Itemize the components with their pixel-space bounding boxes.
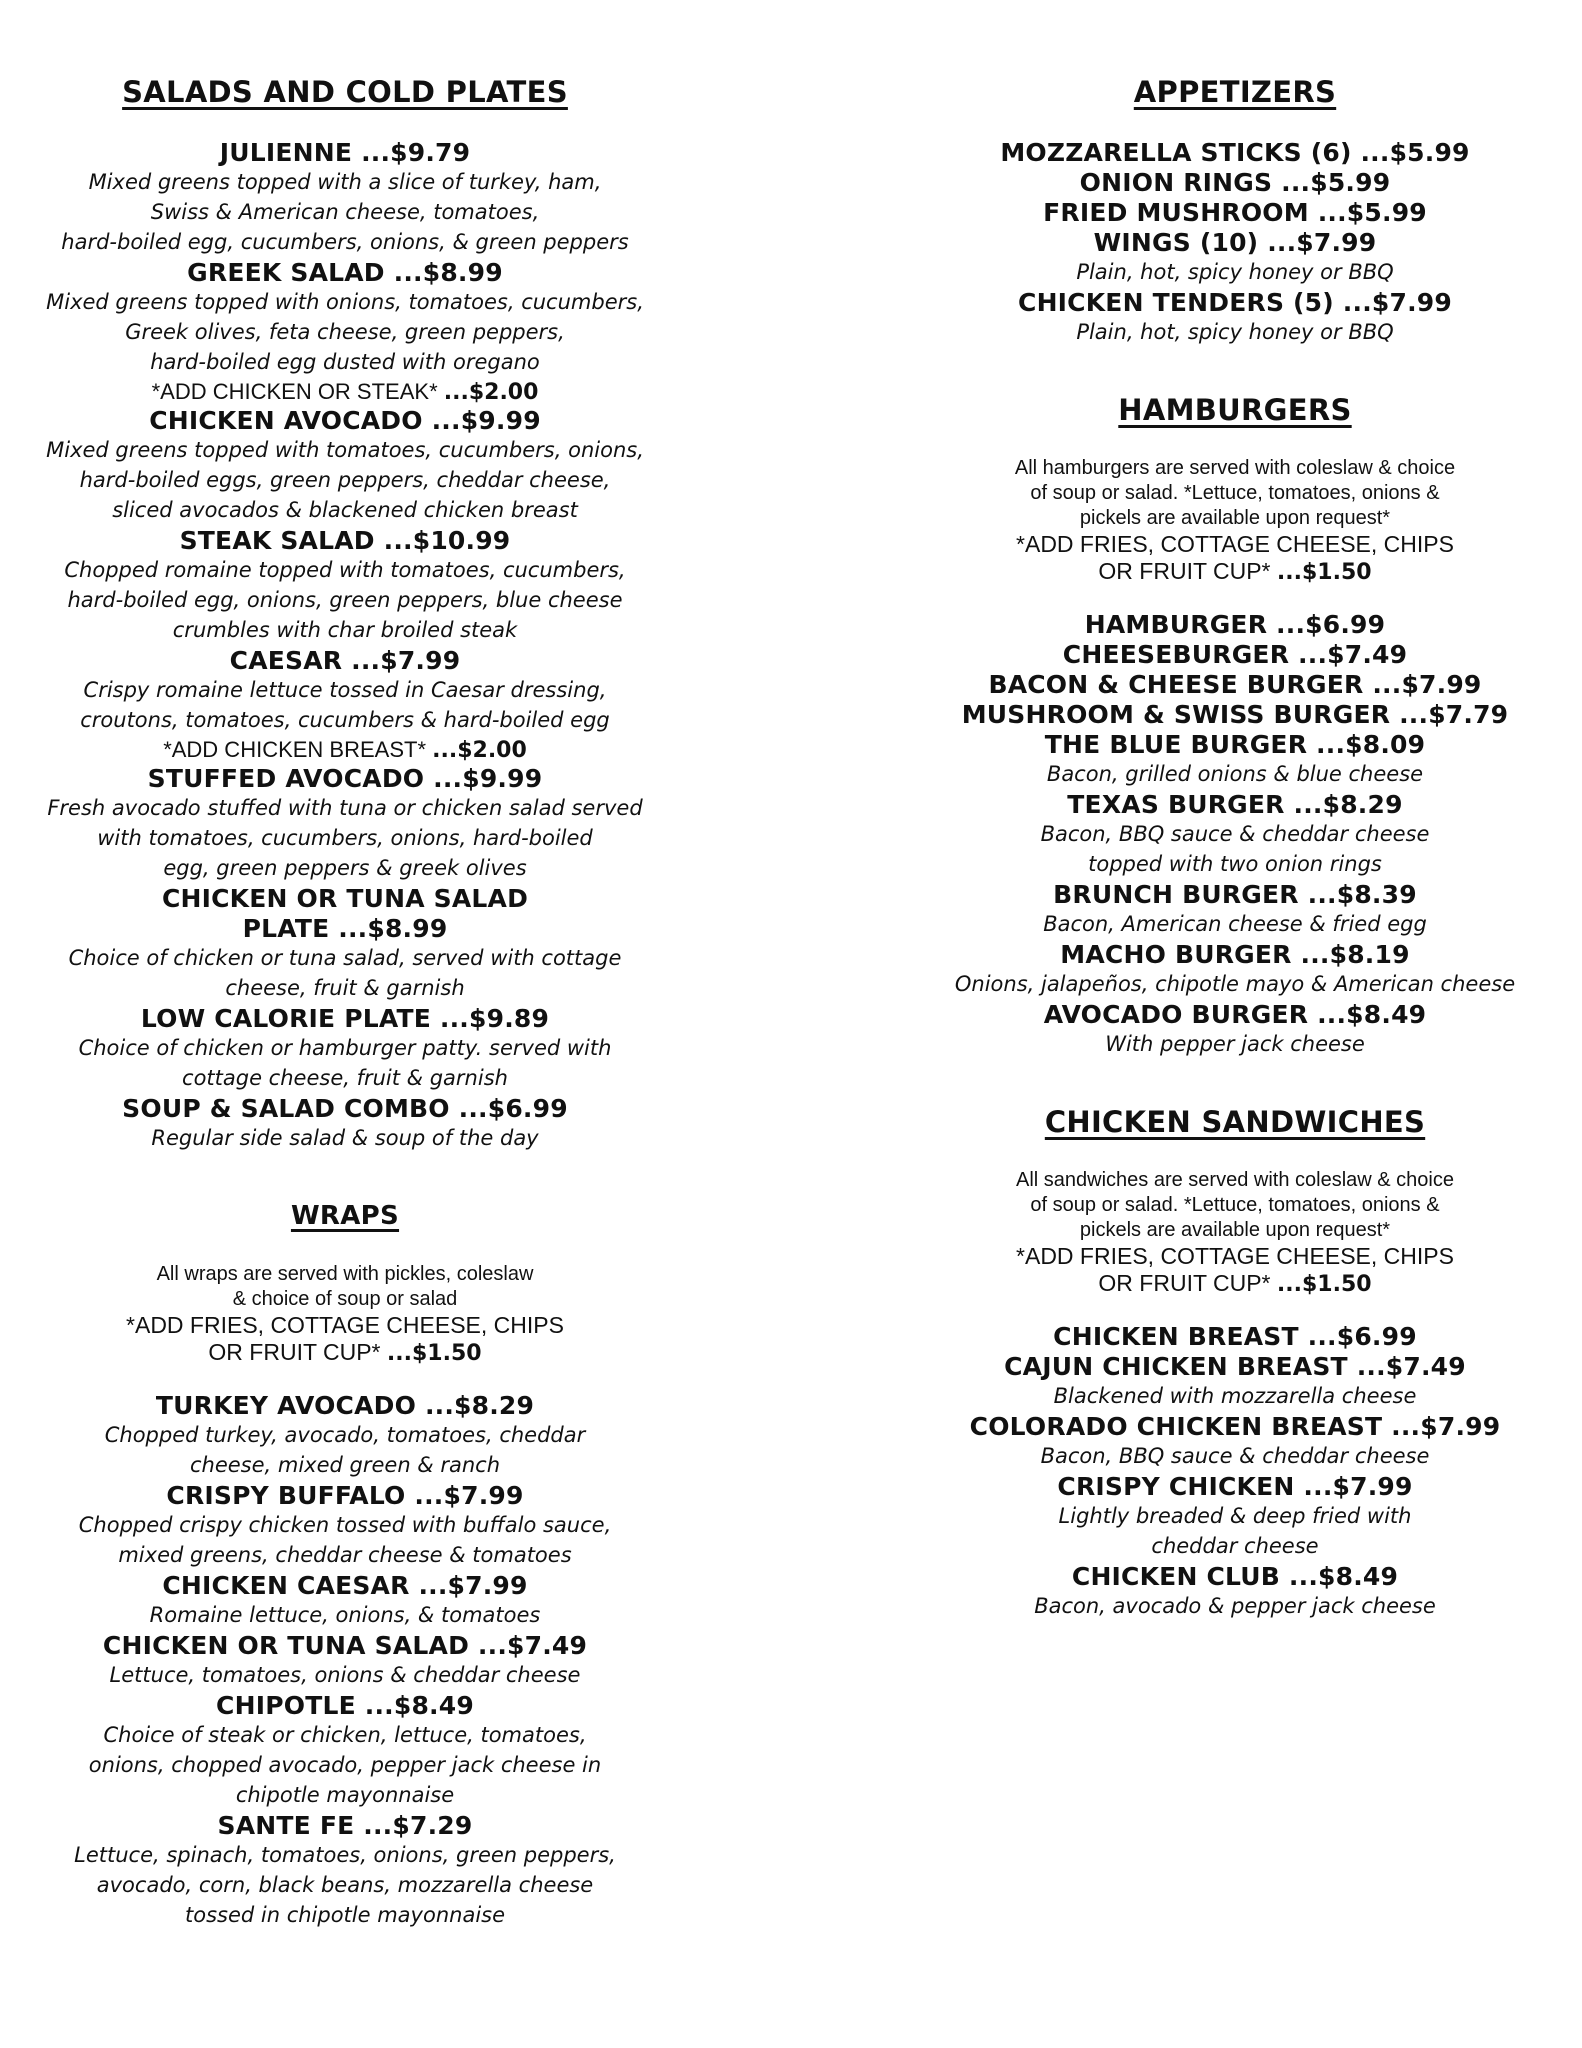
- item-description: cottage cheese, fruit & garnish: [182, 1066, 508, 1090]
- item-name: WINGS (10) ...$7.99: [1093, 228, 1377, 257]
- section-title: CHICKEN SANDWICHES: [1044, 1105, 1426, 1139]
- menu-item: [18, 1094, 672, 1152]
- item-description: With pepper jack cheese: [1105, 1032, 1365, 1056]
- intro-line: All wraps are served with pickles, coleslaw: [156, 1263, 534, 1285]
- item-name: CHICKEN CLUB ...$8.49: [1071, 1562, 1399, 1591]
- addon-line: *ADD FRIES, COTTAGE CHEESE, CHIPS: [126, 1312, 564, 1338]
- item-name: TURKEY AVOCADO ...$8.29: [155, 1391, 535, 1420]
- item-name: CHIPOTLE ...$8.49: [216, 1691, 474, 1720]
- menu-item: [18, 1811, 672, 1929]
- intro-line: pickels are available upon request*: [1079, 507, 1391, 529]
- menu-item: [924, 610, 1546, 640]
- item-name: STEAK SALAD ...$10.99: [179, 526, 511, 555]
- menu-item: [18, 884, 672, 1002]
- item-name: TEXAS BURGER ...$8.29: [1067, 790, 1403, 819]
- menu-item: [924, 1412, 1546, 1470]
- item-name: COLORADO CHICKEN BREAST ...$7.99: [969, 1412, 1501, 1441]
- item-addon: [18, 378, 672, 406]
- item-description: Choice of chicken or tuna salad, served with cottage: [68, 946, 622, 970]
- menu-items: [924, 1322, 1546, 1620]
- intro-line: All hamburgers are served with coleslaw & choice: [1014, 457, 1456, 479]
- menu-item: [18, 526, 672, 644]
- item-name: CHICKEN OR TUNA SALAD: [161, 884, 529, 913]
- item-name: CHEESEBURGER ...$7.49: [1062, 640, 1408, 669]
- menu-item: [924, 1322, 1546, 1352]
- item-name: SANTE FE ...$7.29: [217, 1811, 473, 1840]
- item-description: Plain, hot, spicy honey or BBQ: [1076, 320, 1394, 344]
- item-name: SOUP & SALAD COMBO ...$6.99: [122, 1094, 568, 1123]
- item-description: Lightly breaded & deep fried with: [1058, 1504, 1412, 1528]
- addon-line: [18, 1339, 672, 1367]
- item-description: Romaine lettuce, onions, & tomatoes: [149, 1603, 541, 1627]
- item-name: MOZZARELLA STICKS (6) ...$5.99: [1000, 138, 1470, 167]
- menu-item: [924, 640, 1546, 670]
- section-intro: [924, 456, 1546, 586]
- item-description: Mixed greens topped with tomatoes, cucumbers, onions,: [46, 438, 644, 462]
- item-description: Lettuce, tomatoes, onions & cheddar cheese: [109, 1663, 581, 1687]
- item-description: tossed in chipotle mayonnaise: [184, 1903, 506, 1927]
- addon-line: *ADD FRIES, COTTAGE CHEESE, CHIPS: [1016, 531, 1454, 557]
- right-column: [924, 74, 1546, 1622]
- addon-price: ...$1.50: [1276, 1272, 1372, 1297]
- item-description: cheese, fruit & garnish: [225, 976, 465, 1000]
- item-description: cheddar cheese: [1151, 1534, 1319, 1558]
- menu-item: [924, 288, 1546, 346]
- item-description: hard-boiled egg, onions, green peppers, blue cheese: [67, 588, 623, 612]
- item-description: Chopped turkey, avocado, tomatoes, cheddar: [104, 1423, 586, 1447]
- item-name: CAJUN CHICKEN BREAST ...$7.49: [1004, 1352, 1466, 1381]
- item-description: chipotle mayonnaise: [235, 1783, 455, 1807]
- item-description: hard-boiled egg dusted with oregano: [150, 350, 540, 374]
- menu-item: [924, 168, 1546, 198]
- item-description: hard-boiled egg, cucumbers, onions, & green peppers: [61, 230, 629, 254]
- item-name: FRIED MUSHROOM ...$5.99: [1043, 198, 1427, 227]
- addon-price: ...$1.50: [1276, 560, 1372, 585]
- item-name: MACHO BURGER ...$8.19: [1060, 940, 1410, 969]
- left-column: [18, 74, 672, 1931]
- menu-item: [924, 670, 1546, 700]
- item-name: BRUNCH BURGER ...$8.39: [1053, 880, 1417, 909]
- item-name: THE BLUE BURGER ...$8.09: [1044, 730, 1426, 759]
- section-intro: [924, 1168, 1546, 1298]
- section-title: HAMBURGERS: [1118, 393, 1352, 427]
- item-description: cheese, mixed green & ranch: [189, 1453, 501, 1477]
- menu-items: [924, 610, 1546, 1058]
- intro-line: All sandwiches are served with coleslaw & choice: [1016, 1169, 1454, 1191]
- item-description: Fresh avocado stuffed with tuna or chicken salad served: [47, 796, 643, 820]
- item-description: topped with two onion rings: [1088, 852, 1382, 876]
- item-description: avocado, corn, black beans, mozzarella cheese: [96, 1873, 594, 1897]
- item-name: PLATE ...$8.99: [242, 914, 448, 943]
- item-name: HAMBURGER ...$6.99: [1084, 610, 1386, 639]
- item-description: mixed greens, cheddar cheese & tomatoes: [118, 1543, 572, 1567]
- item-description: Regular side salad & soup of the day: [151, 1126, 539, 1150]
- menu-item: [18, 138, 672, 256]
- addon-text: *ADD CHICKEN BREAST*: [163, 737, 433, 762]
- addon-text: OR FRUIT CUP*: [1098, 558, 1277, 584]
- item-name: CHICKEN AVOCADO ...$9.99: [149, 406, 541, 435]
- item-name: AVOCADO BURGER ...$8.49: [1043, 1000, 1427, 1029]
- addon-text: OR FRUIT CUP*: [1098, 1270, 1277, 1296]
- intro-line: of soup or salad. *Lettuce, tomatoes, onions &: [1030, 482, 1440, 504]
- item-description: Bacon, grilled onions & blue cheese: [1046, 762, 1424, 786]
- wraps-section: [18, 1198, 672, 1929]
- salads-section: [18, 74, 672, 1152]
- item-description: onions, chopped avocado, pepper jack cheese in: [88, 1753, 602, 1777]
- appetizers-section: [924, 74, 1546, 346]
- item-description: Bacon, BBQ sauce & cheddar cheese: [1040, 1444, 1430, 1468]
- item-description: Swiss & American cheese, tomatoes,: [150, 200, 540, 224]
- item-name: MUSHROOM & SWISS BURGER ...$7.79: [961, 700, 1509, 729]
- hamburgers-section: [924, 392, 1546, 1058]
- menu-item: [924, 790, 1546, 878]
- menu-item: [18, 1481, 672, 1569]
- menu-item: [924, 940, 1546, 998]
- intro-line: of soup or salad. *Lettuce, tomatoes, onions &: [1030, 1194, 1440, 1216]
- menu-item: [924, 1000, 1546, 1058]
- item-name: CRISPY BUFFALO ...$7.99: [166, 1481, 524, 1510]
- item-addon: [18, 736, 672, 764]
- menu-items: [18, 138, 672, 1152]
- menu-item: [18, 1571, 672, 1629]
- addon-text: *ADD CHICKEN OR STEAK*: [151, 379, 444, 404]
- item-description: Mixed greens topped with a slice of turkey, ham,: [88, 170, 602, 194]
- item-description: Bacon, avocado & pepper jack cheese: [1034, 1594, 1436, 1618]
- section-title: SALADS AND COLD PLATES: [122, 75, 568, 109]
- item-description: Crispy romaine lettuce tossed in Caesar dressing,: [83, 678, 607, 702]
- menu-item: [18, 1004, 672, 1092]
- item-name: CRISPY CHICKEN ...$7.99: [1057, 1472, 1413, 1501]
- menu-item: [924, 880, 1546, 938]
- item-name: ONION RINGS ...$5.99: [1079, 168, 1391, 197]
- intro-line: pickels are available upon request*: [1079, 1219, 1391, 1241]
- item-description: Bacon, BBQ sauce & cheddar cheese: [1040, 822, 1430, 846]
- menu-item: [924, 198, 1546, 228]
- item-description: Bacon, American cheese & fried egg: [1043, 912, 1427, 936]
- item-description: egg, green peppers & greek olives: [163, 856, 527, 880]
- item-name: GREEK SALAD ...$8.99: [187, 258, 503, 287]
- menu-item: [924, 730, 1546, 788]
- item-description: Blackened with mozzarella cheese: [1053, 1384, 1417, 1408]
- item-name: CHICKEN CAESAR ...$7.99: [162, 1571, 528, 1600]
- menu-item: [924, 1562, 1546, 1620]
- item-description: Plain, hot, spicy honey or BBQ: [1076, 260, 1394, 284]
- item-description: with tomatoes, cucumbers, onions, hard-boiled: [97, 826, 593, 850]
- menu-item: [924, 1352, 1546, 1410]
- item-description: crumbles with char broiled steak: [172, 618, 518, 642]
- section-title: APPETIZERS: [1133, 75, 1337, 109]
- item-name: CHICKEN OR TUNA SALAD ...$7.49: [102, 1631, 588, 1660]
- menu-item: [18, 258, 672, 406]
- menu-item: [18, 1631, 672, 1689]
- chicken-sandwiches-section: [924, 1104, 1546, 1620]
- item-description: Choice of chicken or hamburger patty. served with: [78, 1036, 612, 1060]
- item-name: CHICKEN TENDERS (5) ...$7.99: [1018, 288, 1452, 317]
- menu-item: [18, 1691, 672, 1809]
- menu-items: [924, 138, 1546, 346]
- item-name: CAESAR ...$7.99: [229, 646, 461, 675]
- menu-items: [18, 1391, 672, 1929]
- item-name: JULIENNE ...$9.79: [219, 138, 471, 167]
- addon-line: [924, 558, 1546, 586]
- item-description: Chopped crispy chicken tossed with buffalo sauce,: [78, 1513, 612, 1537]
- item-description: Choice of steak or chicken, lettuce, tomatoes,: [103, 1723, 587, 1747]
- item-description: Lettuce, spinach, tomatoes, onions, green peppers,: [74, 1843, 616, 1867]
- menu-item: [924, 700, 1546, 730]
- item-name: STUFFED AVOCADO ...$9.99: [147, 764, 543, 793]
- intro-line: & choice of soup or salad: [232, 1288, 458, 1310]
- addon-line: *ADD FRIES, COTTAGE CHEESE, CHIPS: [1016, 1243, 1454, 1269]
- item-description: Greek olives, feta cheese, green peppers,: [125, 320, 565, 344]
- section-intro: [18, 1262, 672, 1367]
- section-title: WRAPS: [290, 1201, 400, 1231]
- addon-price: ...$2.00: [432, 738, 527, 763]
- item-name: CHICKEN BREAST ...$6.99: [1053, 1322, 1417, 1351]
- item-description: Onions, jalapeños, chipotle mayo & American cheese: [954, 972, 1516, 996]
- addon-line: [924, 1270, 1546, 1298]
- menu-item: [924, 1472, 1546, 1560]
- item-description: Mixed greens topped with onions, tomatoes, cucumbers,: [46, 290, 644, 314]
- item-description: Chopped romaine topped with tomatoes, cucumbers,: [64, 558, 626, 582]
- menu-item: [18, 406, 672, 524]
- item-name: BACON & CHEESE BURGER ...$7.99: [988, 670, 1482, 699]
- menu-item: [18, 1391, 672, 1479]
- item-description: hard-boiled eggs, green peppers, cheddar cheese,: [79, 468, 611, 492]
- menu-item: [18, 764, 672, 882]
- item-description: croutons, tomatoes, cucumbers & hard-boiled egg: [80, 708, 610, 732]
- addon-price: ...$2.00: [443, 380, 539, 405]
- item-description: sliced avocados & blackened chicken breast: [112, 498, 578, 522]
- menu-item: [924, 138, 1546, 168]
- menu-item: [924, 228, 1546, 286]
- addon-price: ...$1.50: [386, 1341, 482, 1366]
- menu-item: [18, 646, 672, 764]
- addon-text: OR FRUIT CUP*: [208, 1339, 387, 1365]
- item-name: LOW CALORIE PLATE ...$9.89: [140, 1004, 550, 1033]
